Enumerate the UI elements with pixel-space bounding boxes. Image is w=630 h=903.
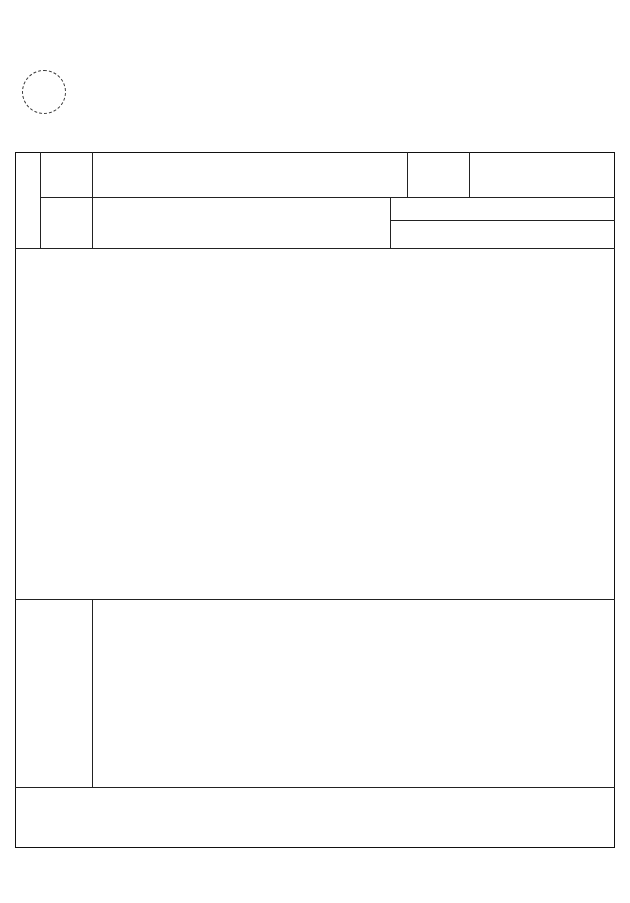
- applicant-mid-line: [40, 197, 615, 198]
- corp-box-left: [390, 197, 391, 248]
- date-box-left: [407, 152, 408, 197]
- corp-box-mid: [390, 220, 615, 221]
- addressee: [77, 122, 89, 133]
- notes-top-line: [15, 787, 615, 788]
- applicant-bottom-line: [15, 248, 615, 249]
- date-box-divider: [469, 152, 470, 197]
- form-frame: [15, 152, 615, 848]
- reason-top-line: [15, 599, 615, 600]
- applicant-side-divider: [40, 152, 41, 248]
- reason-divider: [92, 599, 93, 787]
- reception-stamp-circle: [22, 70, 66, 114]
- applicant-label-divider: [92, 152, 93, 248]
- application-statement: [22, 140, 66, 151]
